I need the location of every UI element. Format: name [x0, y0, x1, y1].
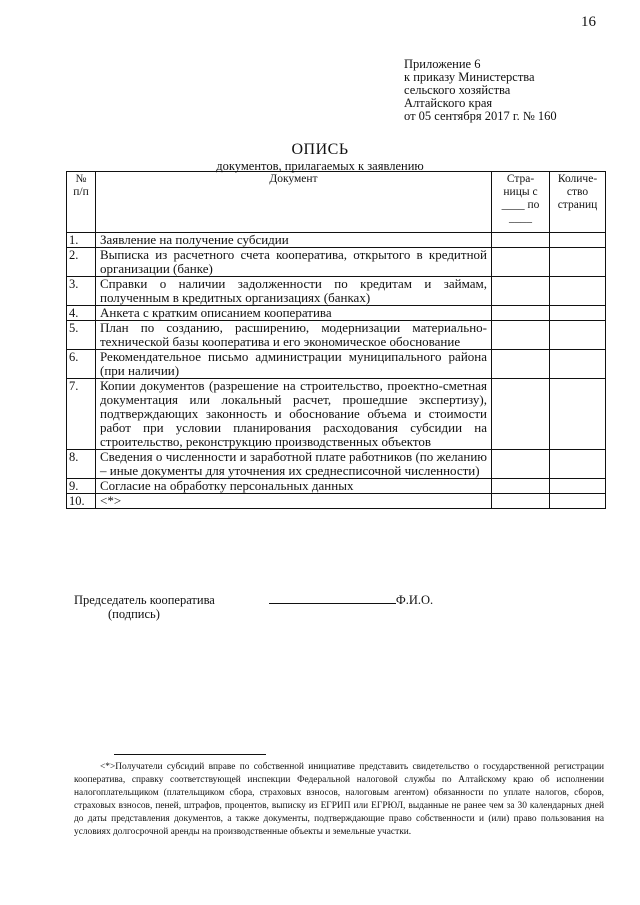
appendix-line: Приложение 6 — [404, 57, 481, 71]
row-num: 9. — [67, 479, 96, 494]
header-num: № п/п — [67, 172, 96, 233]
appendix-line: Алтайского края — [404, 96, 493, 110]
table-row — [67, 494, 606, 509]
appendix-block — [404, 58, 557, 123]
row-document: Заявление на получение субсидии — [96, 233, 492, 248]
row-count-cell — [550, 479, 606, 494]
table-row — [67, 233, 606, 248]
row-document: Анкета с кратким описанием кооператива — [96, 306, 492, 321]
signature-label: Председатель кооператива — [74, 593, 215, 607]
row-count-cell — [550, 350, 606, 379]
row-document: Копии документов (разрешение на строительство, проектно-сметная документация или локальный расчет, прошедшие экспертизу), подтверждающих законность и обоснование объема и стоимости работ при условии планирования расходования субсидии на строительство, реконструкцию производственных объектов — [96, 379, 492, 450]
row-document: Рекомендательное письмо администрации муниципального района (при наличии) — [96, 350, 492, 379]
row-pages-cell — [492, 494, 550, 509]
row-count-cell — [550, 450, 606, 479]
row-num: 4. — [67, 306, 96, 321]
row-num: 3. — [67, 277, 96, 306]
signature-name-label: Ф.И.О. — [395, 593, 434, 607]
table-row — [67, 450, 606, 479]
row-document: Выписка из расчетного счета кооператива, открытого в кредитной организации (банке) — [96, 248, 492, 277]
row-count-cell — [550, 233, 606, 248]
row-num: 7. — [67, 379, 96, 450]
row-pages-cell — [492, 248, 550, 277]
row-count-cell — [550, 277, 606, 306]
row-document: План по созданию, расширению, модернизации материально-технической базы кооператива и его экономическое обоснование — [96, 321, 492, 350]
row-count-cell — [550, 321, 606, 350]
page-title: ОПИСЬ — [291, 141, 349, 158]
table-row — [67, 379, 606, 450]
signature-caption: (подпись) — [108, 607, 160, 621]
table-row — [67, 277, 606, 306]
row-document: <*> — [96, 494, 492, 509]
row-num: 2. — [67, 248, 96, 277]
signature-line — [269, 592, 396, 604]
row-count-cell — [550, 306, 606, 321]
row-pages-cell — [492, 321, 550, 350]
table-row — [67, 479, 606, 494]
row-document: Согласие на обработку персональных данных — [96, 479, 492, 494]
row-pages-cell — [492, 350, 550, 379]
page-subtitle: документов, прилагаемых к заявлению — [216, 159, 424, 173]
table-row — [67, 350, 606, 379]
row-num: 8. — [67, 450, 96, 479]
row-pages-cell — [492, 450, 550, 479]
row-pages-cell — [492, 306, 550, 321]
signature-block — [74, 592, 433, 608]
table-row — [67, 321, 606, 350]
header-document: Документ — [96, 172, 492, 233]
row-document: Сведения о численности и заработной плате работников (по желанию – иные документы для уточнения их среднесписочной численности) — [96, 450, 492, 479]
row-num: 5. — [67, 321, 96, 350]
row-count-cell — [550, 379, 606, 450]
document-inventory-table — [66, 171, 606, 509]
row-pages-cell — [492, 479, 550, 494]
appendix-line: от 05 сентября 2017 г. № 160 — [404, 109, 557, 123]
header-pages: Стра- ницы с ____ по ____ — [492, 172, 550, 233]
table-row — [67, 306, 606, 321]
row-pages-cell — [492, 379, 550, 450]
row-pages-cell — [492, 277, 550, 306]
footnote: <*>Получатели субсидий вправе по собственной инициативе представить свидетельство о государственной регистрации кооператива, справку соответствующей инспекции Федеральной налоговой службы по Алтайскому краю об исполнении налогоплательщиком (плательщиком сбора, страховых взносов, налоговым агентом) обязанности по уплате налогов, сборов, страховых взносов, пеней, штрафов, процентов, выписку из ЕГРИП или ЕГРЮЛ, выданные не ранее чем за 30 календарных дней до даты представления документов, а также документы, подтверждающие право собственности и (или) право пользования на условиях долгосрочной аренды на производственные объекты и земельные участки. — [74, 762, 604, 837]
appendix-line: к приказу Министерства — [404, 70, 535, 84]
page-number: 16 — [581, 14, 596, 30]
row-num: 6. — [67, 350, 96, 379]
row-count-cell — [550, 494, 606, 509]
row-num: 10. — [67, 494, 96, 509]
footnote-divider — [114, 754, 266, 755]
appendix-line: сельского хозяйства — [404, 83, 511, 97]
row-document: Справки о наличии задолженности по кредитам и займам, полученным в кредитных организациях (банках) — [96, 277, 492, 306]
table-header-row — [67, 172, 606, 233]
table-row — [67, 248, 606, 277]
header-count: Количе- ство страниц — [550, 172, 606, 233]
row-num: 1. — [67, 233, 96, 248]
row-count-cell — [550, 248, 606, 277]
row-pages-cell — [492, 233, 550, 248]
